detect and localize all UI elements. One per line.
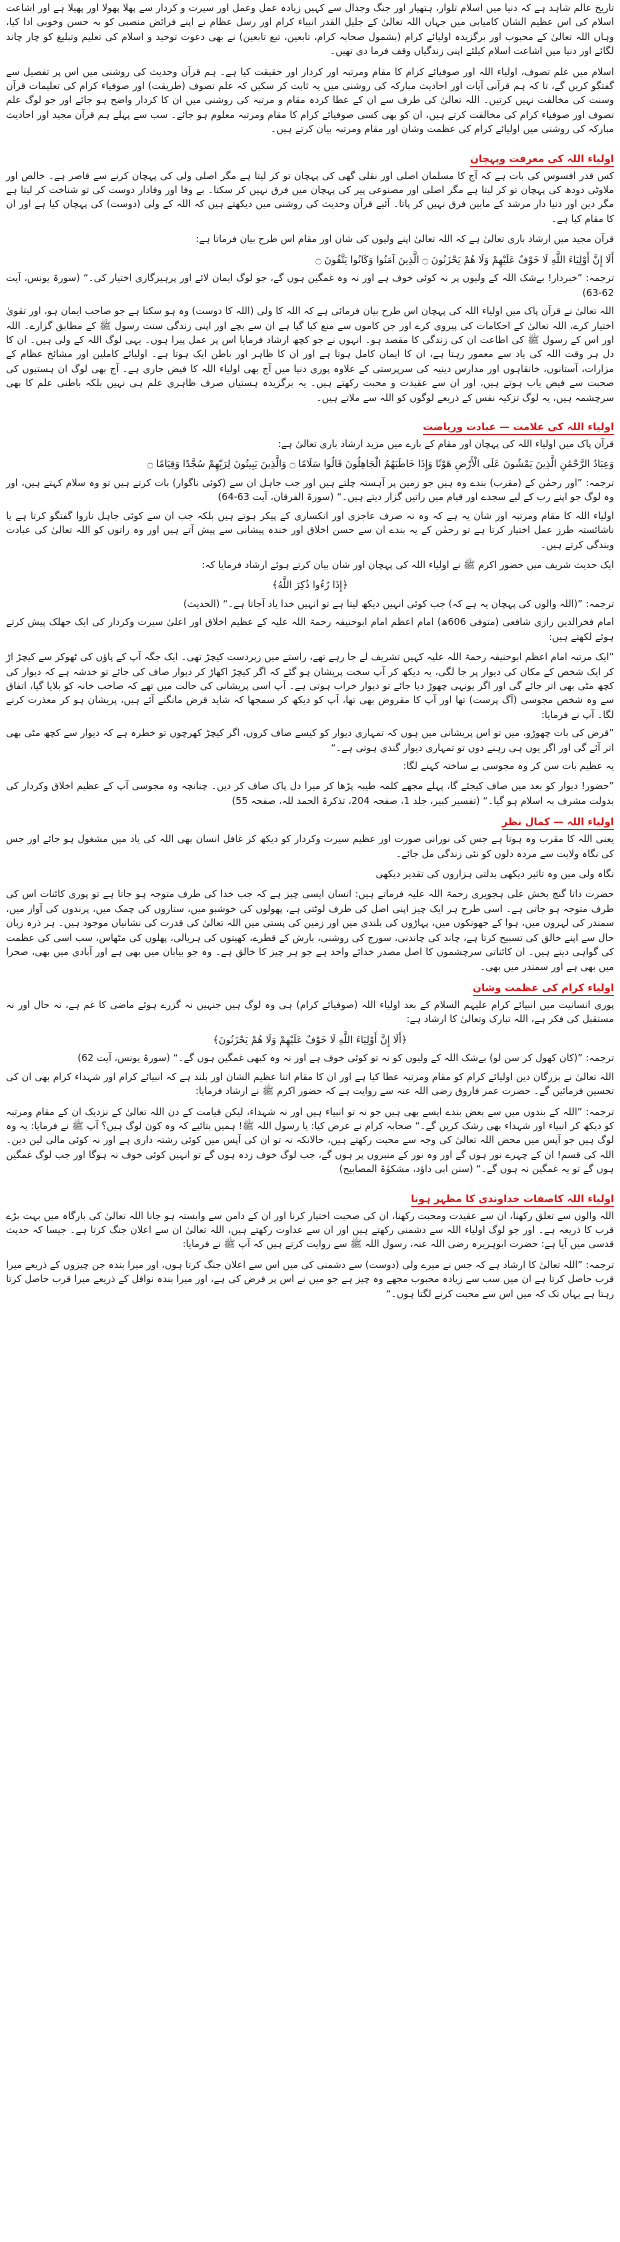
arabic-verse-yunus: أَلَا إِنَّ أَوْلِيَاءَ اللَّهِ لَا خَوْفٌ عَلَيْهِمْ وَلَا هُمْ يَحْزَنُونَ ۝ الَّذِينَ آمَنُوا وَكَانُوا يَتَّقُونَ ۝ (315, 254, 614, 266)
hadith-intro-paragraph: ایک حدیث شریف میں حضور اکرم ﷺ نے اولیاء اللہ کی پہچان اور شان بیان کرتے ہوئے ارشاد فرمایا کہ: (201, 559, 614, 571)
quran-intro-paragraph: قرآن مجید میں ارشاد باری تعالیٰ ہے کہ اللہ تعالیٰ اپنے ولیوں کی شان اور مقام اس طرح بیان فرماتا ہے: (195, 234, 614, 246)
translation-yunus-2: ترجمہ: ”(کان کھول کر سن لو) بےشک اللہ کے ولیوں کو نہ تو کوئی خوف ہے اور نہ وہ کبھی غمگین ہوں گے۔“ (سورۃ یونس، آیت 62) (77, 1053, 614, 1065)
sufism-intro-paragraph: اسلام میں علم تصوف، اولیاء اللہ اور صوفیائے کرام کا مقام ومرتبہ اور کردار اور حقیقت کیا ہے۔ ہم قرآن وحدیث کی روشنی میں اس پر تفصیل سے گفتگو کریں گے، تا کہ ہم قرآنی آیات اور احادیث مبارکہ کی روشنی میں یہ ثابت کر سکیں کہ علم تصوف (طریقت) اور صوفیاء کرام کی تعلیمات قرآن وسنت کی مخالفت نہیں کرتیں۔ اللہ تعالیٰ کی طرف سے ان کے عطا کردہ مقام و مرتبہ کی روشنی میں ان کا کردار واضح ہو جائے اور جو لوگ علم تصوف اور صوفیاء کرام کی مخالفت کرتے ہیں، ان کو بھی کسی صوفیائے کرام کا مقام ومرتبہ معلوم ہو جائے۔ سب سے پہلے ہم قرآن مجید اور احادیث مبارکہ کی روشنی میں اولیائے کرام کی عظمت وشان اور مقام ومرتبہ بیان کرتے ہیں۔ (6, 66, 614, 136)
section-heading-attributes: اولیاء اللہ کاصفات خداوندی کا مظہر ہونا (410, 1193, 614, 1205)
intro-paragraph: تاریخ عالم شاہد ہے کہ دنیا میں اسلام تلوار، ہتھیار اور جنگ وجدال سے کہیں زیادہ عمل وعمل اور سیرت و کردار سے پھلا پھولا اور پھیلا ہے اور اشاعت اسلام کی اس عظیم الشان کامیابی میں جہاں اللہ تعالیٰ کے جلیل القدر انبیاء کرام اور رسل عظام نے اپنے فرائض منصبی کو بہ حسن وخوبی ادا کیا، وہاں اللہ تعالیٰ کے محبوب اور برگزیدہ اولیائے کرام (بشمول صحابہ کرام، تابعین، تبع تابعین) نے بھی دعوت توحید و اسلام کی تعلیم وتبلیغ کو چار چاند لگائے اور دنیا میں اشاعت اسلام کیلئے اپنی زندگیاں وقف فرما دی تھیں۔ (6, 3, 614, 58)
story-quote-1: ”ایک مرتبہ امام اعظم ابوحنیفہ رحمۃ اللہ علیہ کہیں تشریف لے جا رہے تھے، راستے میں زبردست کیچڑ تھی۔ ایک جگہ آپ کے پاؤں کی ٹھوکر سے کیچڑ اڑ کر ایک شخص کے مکان کی دیوار پر جا لگی، یہ دیکھ کر آپ سخت پریشان ہو گئے کہ اگر کیچڑ اکھاڑ کر دیوار صاف کی جائے تو خدشہ ہے کہ دیوار کی کچھ مٹی بھی اتر جائے گی اور اگر یونہی چھوڑ دیا جائے تو دیوار خراب ہوتی ہے۔ آپ اسی پریشانی کی حالت میں تھے کہ صاحب خانہ کو بلایا گیا، اتفاق سے وہ شخص مجوسی (آگ پرست) تھا اور آپ کا مقروض بھی تھا، آپ کو دیکھ کر سمجھا کہ شاید قرض مانگنے آئے ہیں، پریشان ہو کر معذرت کرنے لگا۔ آپ نے فرمایا: (6, 652, 614, 721)
gaze-paragraph: یعنی اللہ کا مقرب وہ ہوتا ہے جس کی نورانی صورت اور عظیم سیرت وکردار کو دیکھ کر غافل انسان بھی اللہ کی یاد میں مشغول ہو جائے اور جس کی نگاہ ولایت سے مردہ دلوں کو نئی زندگی مل جائے۔ (6, 834, 614, 860)
couplet-line: نگاہ ولی میں وہ تاثیر دیکھی بدلتی ہزاروں کی تقدیر دیکھی (375, 869, 614, 881)
hadith-qudsi-translation: ترجمہ: ”اللہ تعالیٰ کا ارشاد ہے کہ جس نے میرے ولی (دوست) سے دشمنی کی میں اس سے اعلان جنگ کرتا ہوں، اور میرا بندہ جن چیزوں کے ذریعے میرا قرب حاصل کرتا ہے ان میں سب سے زیادہ محبوب مجھے وہ چیز ہے جو میں نے اس پر فرض کی ہے، اور میرا بندہ نوافل کے ذریعے میرا قرب حاصل کرتا رہتا ہے یہاں تک کہ میں اس سے محبت کرنے لگتا ہوں۔“ (6, 1259, 614, 1300)
arabic-verse-yunus-2: ﴿أَلَا إِنَّ أَوْلِيَاءَ اللَّهِ لَا خَوْفٌ عَلَيْهِمْ وَلَا هُمْ يَحْزَنُونَ﴾ (212, 1034, 408, 1046)
rank-paragraph: اللہ تعالیٰ نے بزرگان دین اولیائے کرام کو مقام ومرتبہ عطا کیا ہے اور ان کا مقام اتنا عظیم الشان اور بلند ہے کہ انبیائے کرام اور شہداء کرام بھی ان کی تحسین فرمائیں گے۔ حضرت عمر فاروق رضی اللہ عنہ سے روایت ہے کہ حضور اکرم ﷺ نے ارشاد فرمایا: (6, 1071, 614, 1098)
story-quote-3: ”حضور! دیوار کو بعد میں صاف کیجئے گا، پہلے مجھے کلمہ طیبہ پڑھا کر میرا دل پاک صاف کر دیں۔ چنانچہ وہ مجوسی آپ کے عظیم اخلاق وکردار کی بدولت مشرف بہ اسلام ہو گیا۔“ (تفسیر کبیر، جلد 1، صفحہ 204، تذکرۃ الحمد للہ، صفحہ 55) (6, 781, 614, 807)
section-heading-signs: اولیاء اللہ کی علامت — عبادت وریاضت (422, 421, 614, 433)
section-heading-gaze: اولیاء اللہ — کمال نظر (501, 817, 614, 829)
hujwiri-paragraph: حضرت داتا گنج بخش علی ہجویری رحمۃ اللہ علیہ فرماتے ہیں: انسان ایسی چیز ہے کہ جب خدا کی طرف متوجہ ہو جاتا ہے تو پوری کائنات اس کی طرف متوجہ ہو جاتی ہے۔ اسی طرح ہر ایک چیز اپنی اصل کی طرف لوٹتی ہے، پھولوں کی خوشبو میں، ستاروں کی چمک میں، پرندوں کی آواز میں، سمندر کی لہروں میں، ہوا کے جھونکوں میں، پہاڑوں کی بلندی میں اور زمین کی پستی میں اللہ تعالیٰ کی قدرت کی نشانیاں موجود ہیں۔ ہر ذرہ زبان حال سے اپنے خالق کی تسبیح کرتا ہے، چاند کی چاندنی، سورج کی روشنی، بارش کے قطرے، کھیتوں کی ہریالی، پھلوں کی مٹھاس، سب اسی کی عظمت کی گواہی دیتے ہیں۔ ان کائناتی سرچشموں کا اصل مصدر خدائے واحد ہے جو ہر چیز کا خالق ہے۔ وہ جو بیابان میں بھی ہے اور آبادی میں بھی، صحرا میں بھی ہے اور سمندر میں بھی۔ (6, 889, 614, 973)
translation-yunus: ترجمہ: ”خبردار! بےشک اللہ کے ولیوں پر نہ کوئی خوف ہے اور نہ وہ غمگین ہوں گے، جو لوگ ایمان لائے اور پرہیزگاری اختیار کی۔“ (سورۃ یونس، آیت 62-63) (6, 273, 614, 299)
section-heading-greatness: اولیاء کرام کی عظمت وشان (472, 982, 614, 994)
recognition-paragraph: کس قدر افسوس کی بات ہے کہ آج کا مسلمان اصلی اور نقلی گھی کی پہچان تو کر لیتا ہے مگر اصلی ولی کی پہچان کرنے سے قاصر ہے۔ خالص اور ملاوٹی دودھ کی پہچان تو کر لیتا ہے مگر اصلی اور مصنوعی پیر کی پہچان میں فرق نہیں کر سکتا۔ بے وفا اور وفادار دوست کی تو شناخت کر لیتا ہے مگر دین اور دنیا دار مرشد کے مابین فرق نہیں کر پاتا۔ آئیے قرآن وحدیث کی روشنی میں دیکھتے ہیں کہ اللہ کے ولی (دوست) کی پہچان کیا ہے اور ان کا مقام کیا ہے۔ (6, 170, 614, 225)
translation-hadith: ترجمہ: ”(اللہ والوں کی پہچان یہ ہے کہ) جب کوئی انہیں دیکھ لیتا ہے تو انہیں خدا یاد آجاتا ہے۔“ (الحدیث) (183, 598, 614, 610)
translation-furqan: ترجمہ: ”اور رحمٰن کے (مقرب) بندے وہ ہیں جو زمین پر آہستہ چلتے ہیں اور جب جاہل ان سے (کوئی ناگوار) بات کرتے ہیں تو وہ سلام کہتے ہیں، اور وہ لوگ جو اپنے رب کے لیے سجدے اور قیام میں راتیں گزار دیتے ہیں۔“ (سورۃ الفرقان، آیت 63-64) (6, 477, 614, 504)
greatness-paragraph: پوری انسانیت میں انبیائے کرام علیہم السلام کے بعد اولیاء اللہ (صوفیائے کرام) ہی وہ لوگ ہیں جنہیں نہ گزرے ہوئے ماضی کا غم ہے، نہ حال اور نہ مستقبل کی فکر ہے، اللہ تبارک وتعالیٰ کا ارشاد ہے: (6, 999, 614, 1026)
section-heading-recognition: اولیاء اللہ کی معرفت وپہچان (470, 153, 614, 165)
signs-intro-paragraph: قرآن پاک میں اولیاء اللہ کی پہچان اور مقام کے بارے میں مزید ارشاد باری تعالیٰ ہے: (277, 438, 614, 450)
humility-paragraph: اولیاء اللہ کا مقام ومرتبہ اور شان یہ ہے کہ وہ نہ صرف عاجزی اور انکساری کے پیکر ہوتے ہیں بلکہ جب ان سے کوئی جاہل ناروا گفتگو کرتا ہے یا ناشائستہ طرز عمل اختیار کرتا ہے تو رحمٰن کے یہ بندے ان سے حسن اخلاق اور خندہ پیشانی سے پیش آتے ہیں اور وہ راتوں کو اللہ تعالیٰ کی عبادت وبندگی کرتے ہیں۔ (6, 510, 614, 551)
arabic-verse-furqan: وَعِبَادُ الرَّحْمَٰنِ الَّذِينَ يَمْشُونَ عَلَى الْأَرْضِ هَوْنًا وَإِذَا خَاطَبَهُمُ الْجَاهِلُونَ قَالُوا سَلَامًا ۝ وَالَّذِينَ يَبِيتُونَ لِرَبِّهِمْ سُجَّدًا وَقِيَامًا ۝ (147, 459, 614, 471)
story-quote-2: ”قرض کی بات چھوڑو، میں تو اس پریشانی میں ہوں کہ تمہاری دیوار کو کیسے صاف کروں، اگر کیچڑ کھرچوں تو خطرہ ہے کہ دیوار سے کچھ مٹی بھی اتر آئے گی اور اگر یوں ہی رہنے دوں تو تمہاری دیوار گندی ہوتی ہے۔“ (6, 728, 614, 754)
wali-definition-paragraph: اللہ تعالیٰ نے قرآن پاک میں اولیاء اللہ کی پہچان اس طرح بیان فرمائی ہے کہ اللہ کا ولی (اللہ کا دوست) وہ ہو سکتا ہے جو صاحب ایمان ہو، اور تقویٰ اختیار کرے، اللہ تعالیٰ کے احکامات کی پیروی کرے اور جن کاموں سے منع کیا گیا ہے ان سے بچے اور اپنی زندگی سنت رسول ﷺ کے مطابق گزارے۔ اللہ اور اس کے رسول ﷺ کی اطاعت ان کی زندگی کا مقصد ہو۔ انہوں نے جو کچھ ارشاد فرمایا اس پر عمل پیرا ہوں۔ یہی لوگ اللہ کے ولی ہیں۔ ان کا دل ہر وقت اللہ کی یاد سے معمور رہتا ہے، ان کا ایمان کامل ہوتا ہے اور ان کا ظاہر اور باطن ایک ہوتا ہے۔ اولیائے کاملین اور مشائخ عظام کے مزارات، آستانوں، خانقاہوں اور مدارس دینیہ کی سرپرستی کے علاوہ پوری دنیا میں آج بھی اولیاء اللہ کا فیض جاری ہے۔ آج بھی لوگ ان ہستیوں کی صحبت سے فیض یاب ہوتے ہیں، اور ان سے عقیدت و محبت رکھتے ہیں۔ یہ برگزیدہ ہستیاں صرف ظاہری علم ہی نہیں بلکہ باطنی علم کا بھی سرچشمہ ہیں، یہ لوگ تزکیہ نفس کے ذریعے لوگوں کو اللہ سے ملاتے ہیں۔ (6, 306, 614, 404)
story-response-paragraph: یہ عظیم بات سن کر وہ مجوسی بے ساختہ کہنے لگا: (403, 761, 614, 773)
attributes-paragraph: اللہ والوں سے تعلق رکھنا، ان سے عقیدت ومحبت رکھنا، ان کی صحبت اختیار کرنا اور ان کے دامن سے وابستہ ہو جانا اللہ تعالیٰ کی بارگاہ میں بہت بڑے قرب کا ذریعہ ہے۔ اور جو لوگ اولیاء اللہ سے دشمنی رکھتے ہیں اور ان سے عداوت رکھتے ہیں، اللہ تعالیٰ ان سے اعلان جنگ کرتا ہے۔ جیسا کہ حدیث قدسی میں آیا ہے: حضرت ابوہریرہ رضی اللہ عنہ، رسول اللہ ﷺ سے روایت کرتے ہیں کہ آپ ﷺ نے فرمایا: (6, 1210, 614, 1251)
arabic-hadith: ﴿إِذَا رُءُوا ذُكِرَ اللَّهُ﴾ (271, 580, 349, 592)
imam-razi-paragraph: امام فخرالدین رازی شافعی (متوفی 606ھ) امام اعظم امام ابوحنیفہ رحمۃ اللہ علیہ کے عظیم اخلاق اور اعلیٰ سیرت وکردار کی ایک جھلک پیش کرتے ہوئے لکھتے ہیں: (6, 617, 615, 643)
hadith-translation-paragraph: ترجمہ: ”اللہ کے بندوں میں سے بعض بندے ایسے بھی ہیں جو نہ تو انبیاء ہیں اور نہ شہداء، لیکن قیامت کے دن اللہ تعالیٰ کے نزدیک ان کے مقام ومرتبہ کو دیکھ کر انبیاء اور شہداء بھی رشک کریں گے۔“ صحابہ کرام نے عرض کیا: یا رسول اللہ ﷺ! ہمیں بتائیے کہ وہ کون لوگ ہیں؟ آپ ﷺ نے فرمایا: یہ وہ لوگ ہیں جو آپس میں محض اللہ تعالیٰ کی وجہ سے محبت رکھتے ہیں، حالانکہ نہ تو ان کی آپس میں کوئی رشتہ داری ہے اور نہ کوئی مالی لین دین۔ اللہ کی قسم! ان کے چہرے نور ہوں گے اور وہ نور کے منبروں پر ہوں گے، جب لوگ خوف زدہ ہوں گے تو انہیں کوئی خوف نہ ہوگا اور جب لوگ غمگین ہوں گے تو یہ غمگین نہ ہوں گے۔“ (سنن ابی داؤد، مشکوٰۃ المصابیح) (6, 1106, 614, 1176)
